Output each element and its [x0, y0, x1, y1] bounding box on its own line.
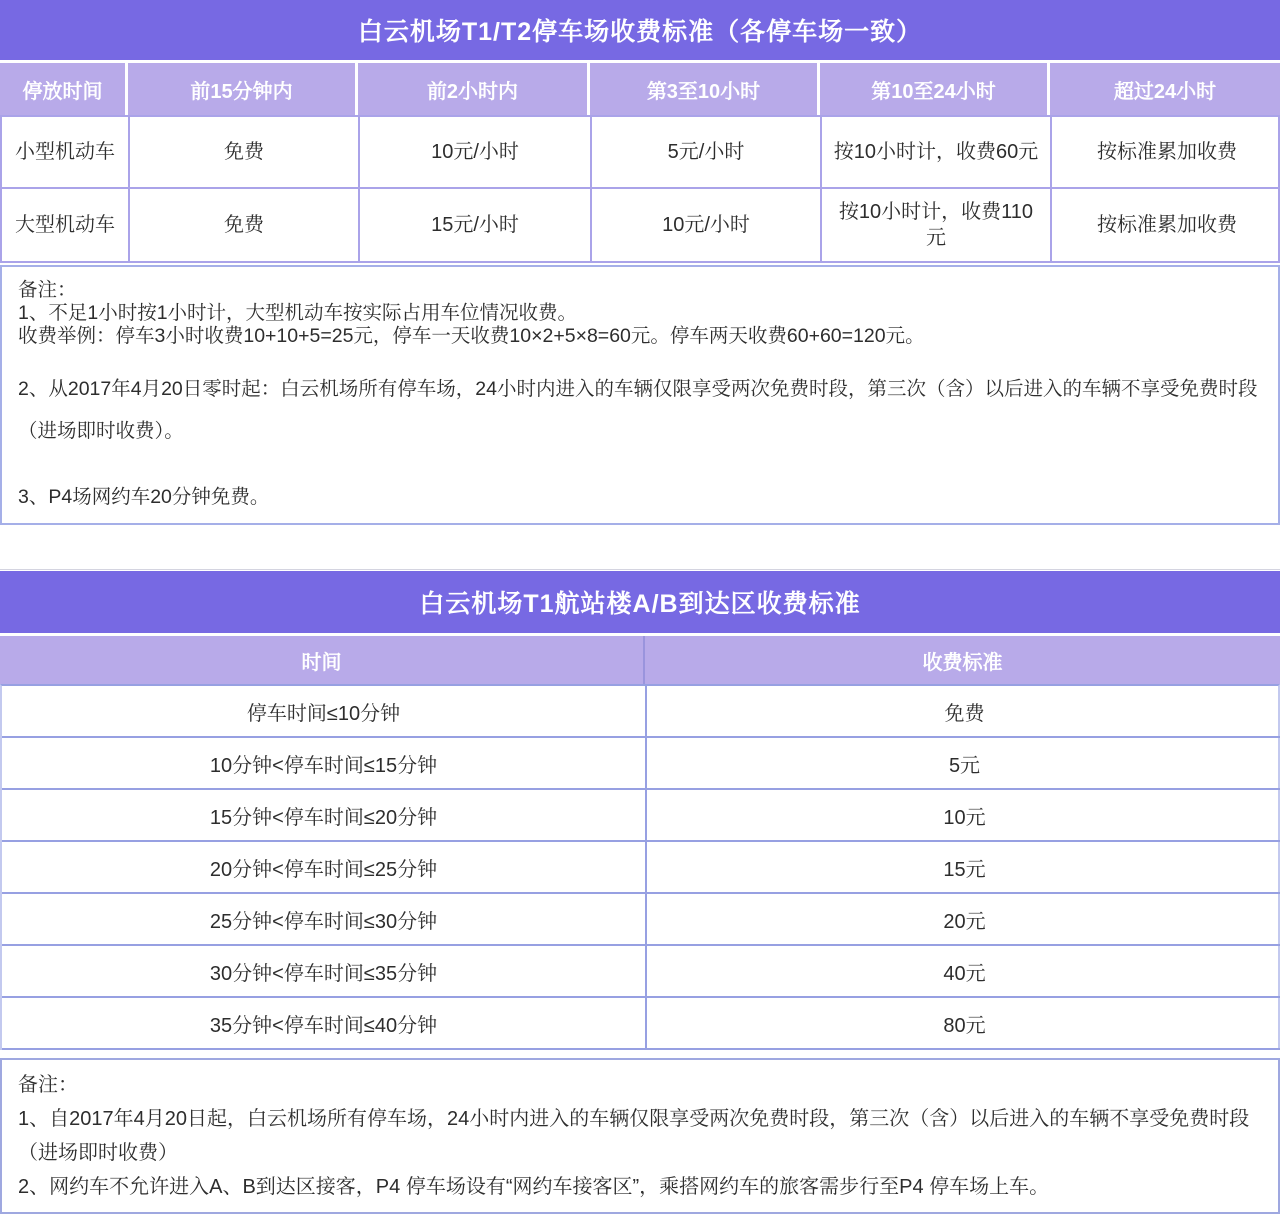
- table-row: [2, 189, 1278, 263]
- t1-arrival-area-fee-section: [0, 569, 1280, 1214]
- table1-header-cell: 停放时间: [0, 63, 128, 115]
- note-line: 3、P4场网约车20分钟免费。: [18, 486, 270, 508]
- table1-body: [0, 115, 1280, 263]
- table1-notes: [0, 265, 1280, 525]
- table-row: [2, 790, 1278, 842]
- table2-header-cell: 收费标准: [922, 651, 1003, 674]
- note-line: 2、从2017年4月20日零时起：白云机场所有停车场，24小时内进入的车辆仅限享受两次免费时段，第三次（含）以后进入的车辆不享受免费时段（进场即时收费）。: [18, 378, 1258, 442]
- table2-body: [0, 684, 1280, 1050]
- table1-cell: 按10小时计，收费60元: [822, 115, 1052, 189]
- table2-cell: 40元: [647, 946, 1280, 998]
- note-line: 1、不足1小时按1小时计，大型机动车按实际占用车位情况收费。: [18, 302, 578, 324]
- table-row: [2, 894, 1278, 946]
- table2-cell: 15分钟<停车时间≤20分钟: [2, 790, 647, 842]
- table1-cell: 5元/小时: [592, 115, 822, 189]
- t1-t2-parking-fee-section: [0, 0, 1280, 525]
- table1-header-cell: 超过24小时: [1113, 80, 1217, 103]
- table2-cell: 80元: [647, 998, 1280, 1050]
- table1-cell: 免费: [130, 115, 360, 189]
- notes-label: 备注：: [18, 279, 77, 301]
- table1-header-cell: 第10至24小时: [820, 63, 1050, 115]
- table2-cell: 停车时间≤10分钟: [2, 686, 647, 738]
- table2-cell: 20元: [647, 894, 1280, 946]
- table-row: [2, 998, 1278, 1050]
- note-line: 2、网约车不允许进入A、B到达区接客，P4 停车场设有“网约车接客区”，乘搭网约车的旅客需步行至P4 停车场上车。: [18, 1176, 1050, 1198]
- table-row: [2, 842, 1278, 894]
- table-row: [2, 115, 1278, 189]
- table1-cell: 10元/小时: [360, 115, 592, 189]
- table1-cell: 按标准累加收费: [1052, 115, 1280, 189]
- table2-cell: 35分钟<停车时间≤40分钟: [2, 998, 647, 1050]
- notes-label: 备注：: [18, 1074, 78, 1096]
- table2-cell: 免费: [647, 686, 1280, 738]
- table2-header-cell: 时间: [0, 636, 645, 684]
- table2-cell: 15元: [647, 842, 1280, 894]
- note-line: 收费举例：停车3小时收费10+10+5=25元，停车一天收费10×2+5×8=60元。停车两天收费60+60=120元。: [18, 325, 925, 347]
- table1-header-cell: 前2小时内: [358, 63, 590, 115]
- table1-header-row: [0, 63, 1280, 115]
- table1-title: 白云机场T1/T2停车场收费标准（各停车场一致）: [0, 0, 1280, 60]
- table2-cell: 30分钟<停车时间≤35分钟: [2, 946, 647, 998]
- table-row: [2, 946, 1278, 998]
- table1-cell: 大型机动车: [2, 189, 130, 263]
- table1-cell: 按10小时计，收费110元: [822, 189, 1052, 263]
- table1-notes-block1: [18, 279, 1262, 348]
- table1-cell: 10元/小时: [592, 189, 822, 263]
- table1-header-cell: 第3至10小时: [590, 63, 820, 115]
- table2-cell: 25分钟<停车时间≤30分钟: [2, 894, 647, 946]
- section-gap: [0, 525, 1280, 569]
- table1-cell: 按标准累加收费: [1052, 189, 1280, 263]
- table1-cell: 15元/小时: [360, 189, 592, 263]
- table-row: [2, 738, 1278, 790]
- table1-header-cell: 前15分钟内: [128, 63, 358, 115]
- table2-cell: 5元: [647, 738, 1280, 790]
- table2-cell: 10元: [647, 790, 1280, 842]
- table2-notes: [0, 1058, 1280, 1214]
- table2-cell: 20分钟<停车时间≤25分钟: [2, 842, 647, 894]
- note-line: 1、自2017年4月20日起，白云机场所有停车场，24小时内进入的车辆仅限享受两次免费时段，第三次（含）以后进入的车辆不享受免费时段（进场即时收费）: [18, 1108, 1250, 1164]
- table2-cell: 10分钟<停车时间≤15分钟: [2, 738, 647, 790]
- table1-cell: 免费: [130, 189, 360, 263]
- table-row: [2, 686, 1278, 738]
- table1-cell: 小型机动车: [2, 115, 130, 189]
- table2-header-row: [0, 636, 1280, 684]
- table2-title: 白云机场T1航站楼A/B到达区收费标准: [0, 571, 1280, 633]
